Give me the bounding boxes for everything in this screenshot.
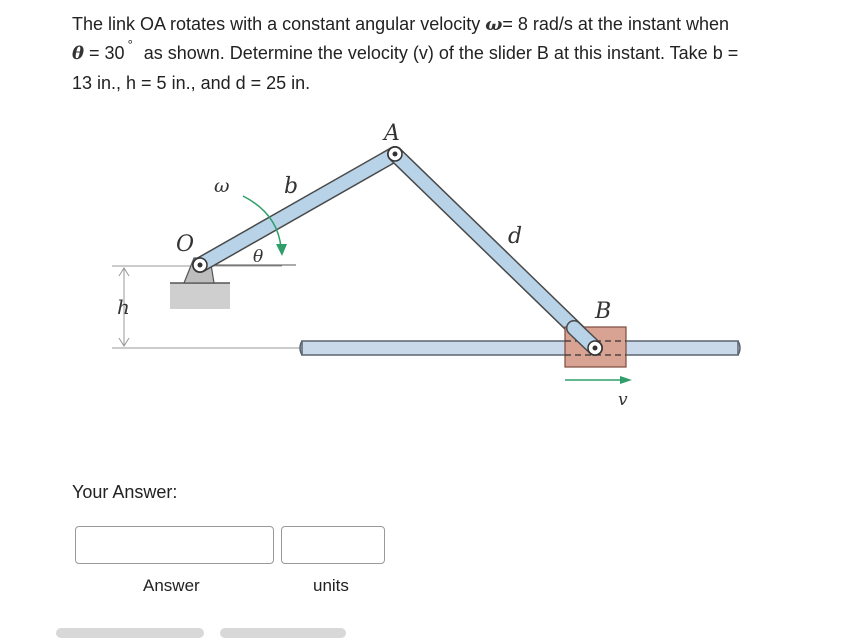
label-h: h	[117, 295, 130, 319]
label-theta: θ	[253, 247, 264, 267]
velocity-arrowhead	[620, 376, 632, 384]
units-input[interactable]	[281, 526, 385, 564]
pin-o-center	[198, 263, 203, 268]
bottom-button-1[interactable]	[56, 628, 204, 638]
pin-b-center	[593, 346, 598, 351]
omega-symbol: ω	[485, 14, 503, 35]
bottom-button-2[interactable]	[220, 628, 346, 638]
label-v: v	[618, 390, 628, 410]
question-line2-start: = 30	[84, 43, 125, 63]
label-b-slider: B	[595, 299, 612, 324]
your-answer-heading: Your Answer:	[72, 482, 178, 502]
question-line2-end: as shown. Determine the velocity (v) of the slider B at this instant. Take b =	[138, 43, 739, 63]
ground-support	[170, 283, 230, 309]
question-line1-end: = 8 rad/s at the instant when	[502, 14, 730, 34]
answer-label: Answer	[143, 576, 200, 595]
slider-rod	[302, 341, 738, 355]
question-line1-start: The link OA rotates with a constant angular velocity	[72, 14, 486, 34]
label-b-length: b	[284, 174, 299, 199]
answer-input[interactable]	[75, 526, 274, 564]
link-ab	[395, 154, 595, 348]
label-o: O	[176, 232, 195, 257]
theta-symbol: θ	[72, 43, 85, 64]
units-label: units	[313, 576, 349, 595]
degree-symbol: °	[127, 37, 133, 52]
label-omega: ω	[214, 175, 230, 197]
omega-arrowhead	[276, 244, 287, 256]
question-line3: 13 in., h = 5 in., and d = 25 in.	[72, 73, 311, 93]
pin-a-center	[393, 152, 398, 157]
label-d: d	[508, 224, 523, 249]
link-oa	[200, 154, 395, 265]
label-a: A	[384, 121, 400, 146]
